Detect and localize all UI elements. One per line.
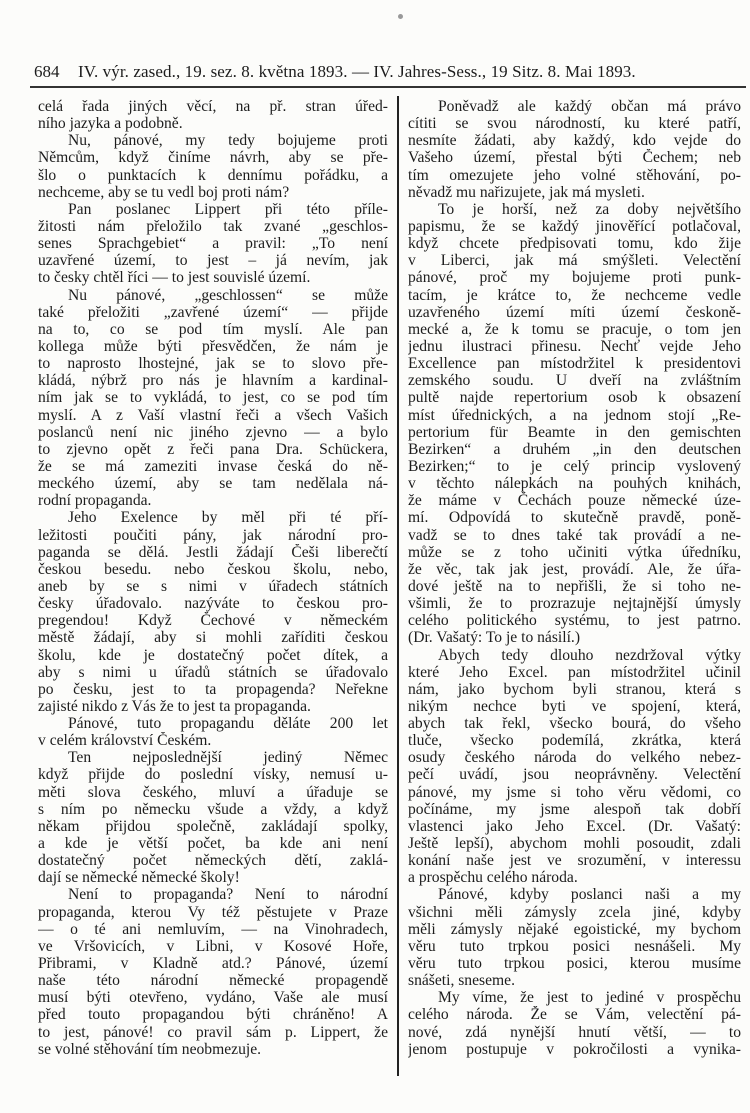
text-line: když přijde do poslední vísky, nemusí u-: [38, 766, 388, 784]
text-line: — o té ani nemluvím, — na Vinohradech,: [38, 920, 388, 938]
text-line: ležitosti poučiti pány, jak národní pro-: [38, 526, 388, 544]
text-line: abych tak řekl, všecko bourá, do všeho: [408, 715, 741, 733]
text-line: kollega může býti přesvědčen, že nám je: [38, 337, 388, 355]
text-line: že se má zameziti invase česká do ně-: [38, 457, 388, 475]
text-line: tacím, je krátce to, že nechceme vedle: [408, 286, 741, 304]
text-line: že věc, tak jak jest, provádí. Ale, že úřa-: [408, 560, 741, 578]
text-line: někam přijdou společně, zakládají spolky,: [38, 817, 388, 835]
text-line: to zjevno opět z řeči pana Dra. Schückera,: [38, 440, 388, 458]
text-line: (Dr. Vašatý: To je to násilí.): [408, 629, 581, 647]
text-line: To je horší, než za doby největšího: [438, 200, 741, 218]
text-line: Vašeho území, přestal býti Čechem; neb: [408, 149, 741, 167]
paragraph: [38, 715, 388, 749]
text-line: žitosti nám přeložilo tak zvané „geschlos-: [38, 217, 388, 235]
text-line: konání naše jest ve srozumění, v interessu: [408, 852, 741, 870]
text-line: před touto propagandou býti chráněno! A: [38, 1006, 388, 1024]
text-line: česky úřadovalo. nazýváte to českou pro-: [38, 595, 388, 613]
scan-speck: [398, 14, 403, 19]
text-line: a kde je větší počet, ba kde ani není: [38, 835, 388, 853]
text-line: Není to propaganda? Není to národní: [68, 886, 388, 904]
text-line: Excellence pan místodržitel k presidentovi: [408, 355, 741, 373]
page-number: 684: [34, 62, 60, 81]
text-line: rodní propaganda.: [38, 492, 152, 510]
text-line: pultě najde repertorium osob k obsazení: [408, 389, 741, 407]
text-line: pánové, proč my bojujeme proti punk-: [408, 269, 741, 287]
left-column: [38, 98, 388, 1058]
text-line: uzavřené území, to jest – já nevím, jak: [38, 252, 388, 270]
text-line: ním jak se to vykládá, to jest, co se pod tím: [38, 389, 388, 407]
text-line: v Liberci, jak má smýšleti. Velectění: [408, 252, 741, 270]
text-line: na to, co se pod tím myslí. Ale pan: [38, 320, 388, 338]
text-line: meckého území, aby se tam nedělala ná-: [38, 475, 388, 493]
text-line: zajisté nikdo z Vás že to jest ta propaganda.: [38, 697, 311, 715]
text-line: to česky chtěl říci — to jest souvislé území.: [38, 269, 311, 287]
text-line: celého politického systému, to jest patrno.: [408, 612, 741, 630]
text-line: papismu, že se každý jinověřící potlačoval,: [408, 217, 741, 235]
text-line: že máme v Čechách pouze německé úze-: [408, 492, 741, 510]
header-rule: [30, 86, 746, 88]
text-line: Bezirken“ a druhém „in den deutschen: [408, 440, 741, 458]
column-divider: [397, 96, 399, 1076]
text-line: naše této národní německé propagendě: [38, 972, 388, 990]
paragraph: [38, 749, 388, 886]
text-line: aby s nimi u úřadů státních se úřadovalo: [38, 663, 388, 681]
text-line: také přeložiti „zavřené území“ — přijde: [38, 303, 388, 321]
text-line: Jeho Exelence by měl při té pří-: [68, 509, 388, 527]
text-line: Němcům, když činíme návrh, aby se pře-: [38, 149, 388, 167]
text-line: s ním po německu všude a vždy, a když: [38, 800, 388, 818]
text-line: Nu, pánové, my tedy bojujeme proti: [68, 132, 388, 150]
text-line: mí. Odpovídá to skutečně pravdě, poně-: [408, 509, 741, 527]
text-line: a prospěchu celého národa.: [408, 869, 578, 887]
text-line: nikým nechce byti ve spojení, která,: [408, 697, 741, 715]
text-line: nesmíte žádati, aby každý, kdo vejde do: [408, 132, 741, 150]
text-line: něvadž mu nařizujete, jak má mysleti.: [408, 183, 645, 201]
text-line: aneb by se s nimi v úřadech státních: [38, 577, 388, 595]
right-column: [408, 98, 741, 1058]
text-line: Poněvadž ale každý občan má právo: [438, 98, 741, 115]
text-line: to jest, pánové! co pravil sám p. Lippert, že: [38, 1023, 388, 1041]
paragraph: [38, 287, 388, 510]
text-line: školu, kde je dostatečný počet dítek, a: [38, 646, 388, 664]
text-line: mecké a, že k tomu se pracuje, o tom jen: [408, 320, 741, 338]
paragraph: [38, 886, 388, 1057]
paragraph: [38, 132, 388, 201]
text-line: nám, jako bychom byli stranou, která s: [408, 680, 741, 698]
running-title: IV. výr. zased., 19. sez. 8. května 1893. — IV. Jahres-Sess., 19 Sitz. 8. Mai 1893.: [78, 62, 636, 81]
text-line: v celém království Českém.: [38, 732, 212, 750]
paragraph: [408, 98, 741, 201]
text-line: pertorium für Beamte in den gemischten: [408, 423, 741, 441]
text-line: českou besedu. nebo českou školu, nebo,: [38, 560, 388, 578]
text-line: vadž se to dnes také tak provádí a ne-: [408, 526, 741, 544]
text-line: Abych tedy dlouho nezdržoval výtky: [438, 646, 741, 664]
text-line: může se z toho učiniti výtka úředníku,: [408, 543, 741, 561]
paragraph: [38, 509, 388, 715]
text-line: uzavřeného území míti území českoně-: [408, 303, 741, 321]
text-line: nechceme, aby se tu vedl boj proti nám?: [38, 183, 290, 201]
text-line: Přibrami, v Kladně atd.? Pánové, území: [38, 955, 388, 973]
page-header: [34, 60, 746, 84]
text-line: propaganda, kterou Vy též pěstujete v Praze: [38, 903, 388, 921]
text-line: ního jazyka a podobně.: [38, 115, 183, 133]
text-line: tím omezujete jeho volné stěhování, po-: [408, 166, 741, 184]
text-line: Pan poslanec Lippert při této příle-: [68, 200, 388, 218]
text-line: dají se německé německé školy!: [38, 869, 240, 887]
text-line: poslanců není nic jiného zjevno — a bylo: [38, 423, 388, 441]
text-line: šlo o punktacích k dennímu pořádku, a: [38, 166, 388, 184]
text-line: Ještě lepší), abychom mohli posoudit, zdali: [408, 835, 741, 853]
text-line: pregendou! Když Čechové v německém: [38, 612, 388, 630]
paragraph: [408, 647, 741, 887]
paragraph: [38, 98, 388, 132]
text-line: Ten nejposlednější jediný Němec: [68, 749, 388, 767]
paragraph: [408, 201, 741, 647]
text-line: všichni měli zámysly zcela jiné, kdyby: [408, 903, 741, 921]
text-line: městě žádají, aby si mohli zaříditi českou: [38, 629, 388, 647]
text-line: které Jeho Excel. pan místodržitel učinil: [408, 663, 741, 681]
text-line: dové ještě na to nepřišli, že si toho ne-: [408, 577, 741, 595]
text-line: Bezirken;“ to je celý princip vyslovený: [408, 457, 741, 475]
text-line: jednu ilustraci přinesu. Nechť vejde Jeho: [408, 337, 741, 355]
paragraph: [38, 201, 388, 287]
text-line: když chcete předpisovati tomu, kdo žije: [408, 235, 741, 253]
text-line: musí býti otevřeno, vydáno, Vaše ale musí: [38, 989, 388, 1007]
text-line: Pánové, kdyby poslanci naši a my: [438, 886, 741, 904]
text-line: paganda se dělá. Jestli žádají Češi liberečtí: [38, 543, 388, 561]
text-line: kládá, nýbrž pro nás je hlavním a kardinal-: [38, 372, 388, 390]
text-line: snášeti, sneseme.: [408, 972, 515, 990]
text-line: nové, zdá nynější hnutí větší, — to: [408, 1023, 741, 1041]
text-line: celá řada jiných věcí, na př. stran úřed-: [38, 98, 388, 115]
text-line: My víme, že jest to jediné v prospěchu: [438, 989, 741, 1007]
text-line: myslí. A z Vaší vlastní řeči a všech Vašich: [38, 406, 388, 424]
text-line: Nu pánové, „geschlossen“ se může: [68, 286, 388, 304]
text-line: osudy českého národa do velkého nebez-: [408, 749, 741, 767]
text-line: zemského soudu. U dveří na zvláštním: [408, 372, 741, 390]
text-line: všimli, že to prozrazuje nejtajnější úmysly: [408, 595, 741, 613]
text-line: se volné stěhování tím neobmezuje.: [38, 1040, 262, 1058]
text-line: měti slova českého, mluví a úřaduje se: [38, 783, 388, 801]
paragraph: [408, 886, 741, 989]
text-line: měli zámysly nějaké egoistické, my bychom: [408, 920, 741, 938]
text-line: po česku, jest to ta propagenda? Neřekne: [38, 680, 388, 698]
text-line: celého národa. Že se Vám, velectění pá-: [408, 1006, 741, 1024]
paragraph: [408, 989, 741, 1058]
text-line: ve Vršovicích, v Libni, v Kosové Hoře,: [38, 937, 388, 955]
text-line: tluče, všecko podemílá, zkrátka, která: [408, 732, 741, 750]
text-line: cítiti se svou národností, ku které patří,: [408, 115, 741, 133]
text-line: jenom postupuje v pokročilosti a vynika-: [408, 1040, 741, 1058]
text-line: dostatečný počet německých dětí, zaklá-: [38, 852, 388, 870]
text-line: věru tuto trpkou posici nesnášeli. My: [408, 937, 741, 955]
text-line: vlastenci jako Jeho Excel. (Dr. Vašatý:: [408, 817, 741, 835]
text-line: věru tuto trpkou posici, kterou musíme: [408, 955, 741, 973]
text-line: v těchto nálepkách na pouhých knihách,: [408, 475, 741, 493]
text-line: Pánové, tuto propagandu děláte 200 let: [68, 715, 388, 733]
text-line: to naprosto lhostejné, jak se to slovo pře-: [38, 355, 388, 373]
text-line: pečí uvádí, jsou neoprávněny. Velectění: [408, 766, 741, 784]
text-line: míst úřednických, a na jednom stojí „Re-: [408, 406, 741, 424]
text-line: počínáme, my jsme alespoň tak dobří: [408, 800, 741, 818]
text-line: senes Sprachgebiet“ a pravil: „To není: [38, 235, 388, 253]
text-line: pánové, my jsme si toho věru vědomi, co: [408, 783, 741, 801]
